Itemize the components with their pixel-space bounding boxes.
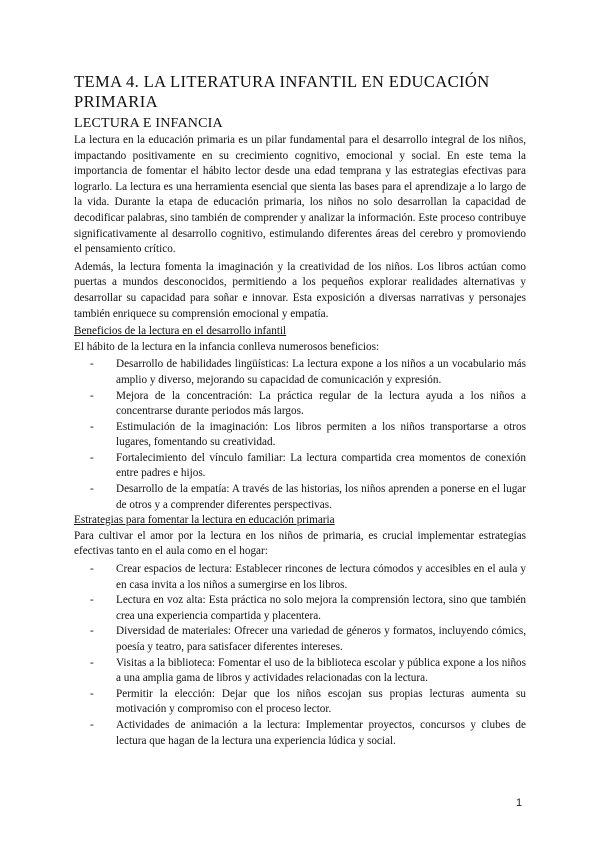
- list-item: - Permitir la elección: Dejar que los niños escojan sus propias lecturas aumenta su motivación y compromiso con el proceso lector.: [116, 687, 526, 718]
- intro-paragraph: La lectura en la educación primaria es un pilar fundamental para el desarrollo integral de los niños, impactando positivamente en su crecimiento cognitivo, emocional y social. En este tema la importancia de fomentar el hábito lector desde una edad temprana y las estrategias efectivas para lograrlo. La lectura es una herramienta esencial que sienta las bases para el aprendizaje a lo largo de la vida. Durante la etapa de educación primaria, los niños no solo desarrollan la capacidad de decodificar palabras, sino también de comprender y analizar la información. Este proceso contribuye significativamente al desarrollo cognitivo, estimulando diferentes áreas del cerebro y promoviendo el pensamiento crítico.: [74, 134, 526, 256]
- second-paragraph: Además, la lectura fomenta la imaginación y la creatividad de los niños. Los libros actúan como puertas a mundos desconocidos, permitiendo a los pequeños explorar realidades alternativas y desarrollar su capacidad para soñar e innovar. Esta exposición a diversas narrativas y personajes también enriquece su comprensión emocional y empatía.: [74, 260, 526, 320]
- benefits-subheading: Beneficios de la lectura en el desarrollo infantil: [74, 325, 287, 338]
- list-item: - Crear espacios de lectura: Establecer rincones de lectura cómodos y accesibles en el aula y en casa invita a los niños a sumergirse en los libros.: [116, 562, 526, 593]
- list-item: - Desarrollo de la empatía: A través de las historias, los niños aprenden a ponerse en el lugar de otros y a comprender diferentes perspectivas.: [116, 482, 526, 513]
- strategies-subheading: Estrategias para fomentar la lectura en educación primaria: [74, 514, 335, 527]
- page-number: 1: [516, 797, 523, 809]
- list-item: - Visitas a la biblioteca: Fomentar el uso de la biblioteca escolar y pública expone a los niños a una amplia gama de libros y actividades relacionadas con la lectura.: [116, 656, 526, 687]
- strategies-lead: Para cultivar el amor por la lectura en los niños de primaria, es crucial implementar estrategias efectivas tanto en el aula como en el hogar:: [74, 529, 526, 558]
- list-item: - Desarrollo de habilidades lingüísticas: La lectura expone a los niños a un vocabulario más amplio y diverso, mejorando su capacidad de comunicación y expresión.: [116, 357, 526, 388]
- benefits-lead: El hábito de la lectura en la infancia conlleva numerosos beneficios:: [74, 340, 380, 353]
- list-item: - Lectura en voz alta: Esta práctica no solo mejora la comprensión lectora, sino que también crea una experiencia compartida y placentera.: [116, 593, 526, 624]
- benefits-list: [74, 357, 526, 513]
- document-title: TEMA 4. LA LITERATURA INFANTIL EN EDUCACIÓN PRIMARIA: [74, 72, 490, 111]
- page-content: [74, 72, 526, 749]
- list-item: - Estimulación de la imaginación: Los libros permiten a los niños transportarse a otros lugares, fomentando su creatividad.: [116, 420, 526, 451]
- list-item: - Mejora de la concentración: La práctica regular de la lectura ayuda a los niños a concentrarse durante periodos más largos.: [116, 389, 526, 420]
- list-item: - Diversidad de materiales: Ofrecer una variedad de géneros y formatos, incluyendo cómics, poesía y teatro, para satisfacer diferentes intereses.: [116, 624, 526, 655]
- list-item: - Actividades de animación a la lectura: Implementar proyectos, concursos y clubes de lectura que hagan de la lectura una experiencia lúdica y social.: [116, 718, 526, 749]
- section-heading: LECTURA E INFANCIA: [74, 116, 223, 131]
- strategies-list: [74, 562, 526, 749]
- list-item: - Fortalecimiento del vínculo familiar: La lectura compartida crea momentos de conexión entre padres e hijos.: [116, 451, 526, 482]
